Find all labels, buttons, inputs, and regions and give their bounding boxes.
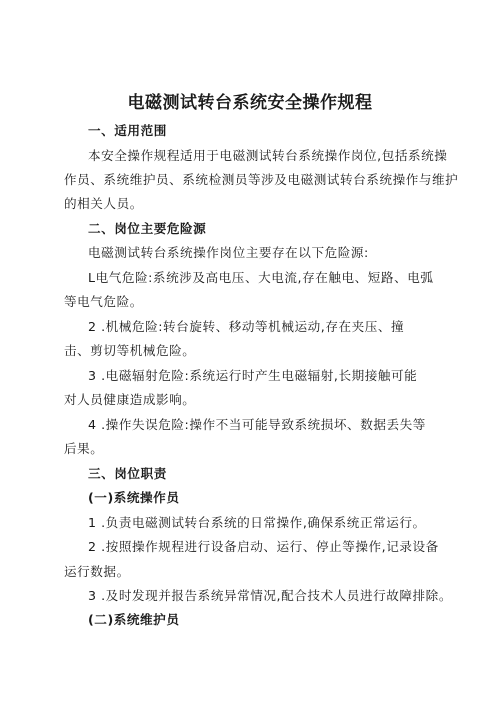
list-item-line: 4 .操作失误危险:操作不当可能导致系统损坏、数据丢失等 [88, 417, 426, 432]
subsection-heading-operator: (一)系统操作员 [88, 490, 180, 505]
list-item-line: L电气危险:系统涉及高电压、大电流,存在触电、短路、电弧 [88, 270, 434, 285]
subsection-heading-maintainer: (二)系统维护员 [88, 612, 180, 627]
list-item-line: 后果。 [64, 441, 104, 456]
paragraph-line: 的相关人员。 [64, 196, 143, 211]
list-item-line: 对人员健康造成影响。 [64, 392, 196, 407]
list-item-line: 等电气危险。 [64, 294, 143, 309]
paragraph-line: 电磁测试转台系统操作岗位主要存在以下危险源: [88, 245, 369, 260]
list-item-line: 击、剪切等机械危险。 [64, 343, 196, 358]
list-item-line: 1 .负责电磁测试转台系统的日常操作,确保系统正常运行。 [88, 515, 426, 530]
paragraph-line: 本安全操作规程适用于电磁测试转台系统操作岗位,包括系统操 [88, 148, 448, 163]
section-heading-scope: 一、适用范围 [88, 123, 167, 138]
list-item-line: 2 .按照操作规程进行设备启动、运行、停止等操作,记录设备 [88, 539, 439, 554]
paragraph-line: 作员、系统维护员、系统检测员等涉及电磁测试转台系统操作与维护 [64, 172, 459, 187]
section-heading-duties: 三、岗位职责 [88, 466, 167, 481]
list-item-line: 2 .机械危险:转台旋转、移动等机械运动,存在夹压、撞 [88, 319, 405, 334]
section-heading-hazards: 二、岗位主要危险源 [88, 221, 207, 236]
list-item-line: 3 .及时发现并报告系统异常情况,配合技术人员进行故障排除。 [88, 588, 452, 603]
document-title: 电磁测试转台系统安全操作规程 [127, 93, 373, 113]
list-item-line: 运行数据。 [64, 564, 130, 579]
list-item-line: 3 .电磁辐射危险:系统运行时产生电磁辐射,长期接触可能 [88, 368, 418, 383]
